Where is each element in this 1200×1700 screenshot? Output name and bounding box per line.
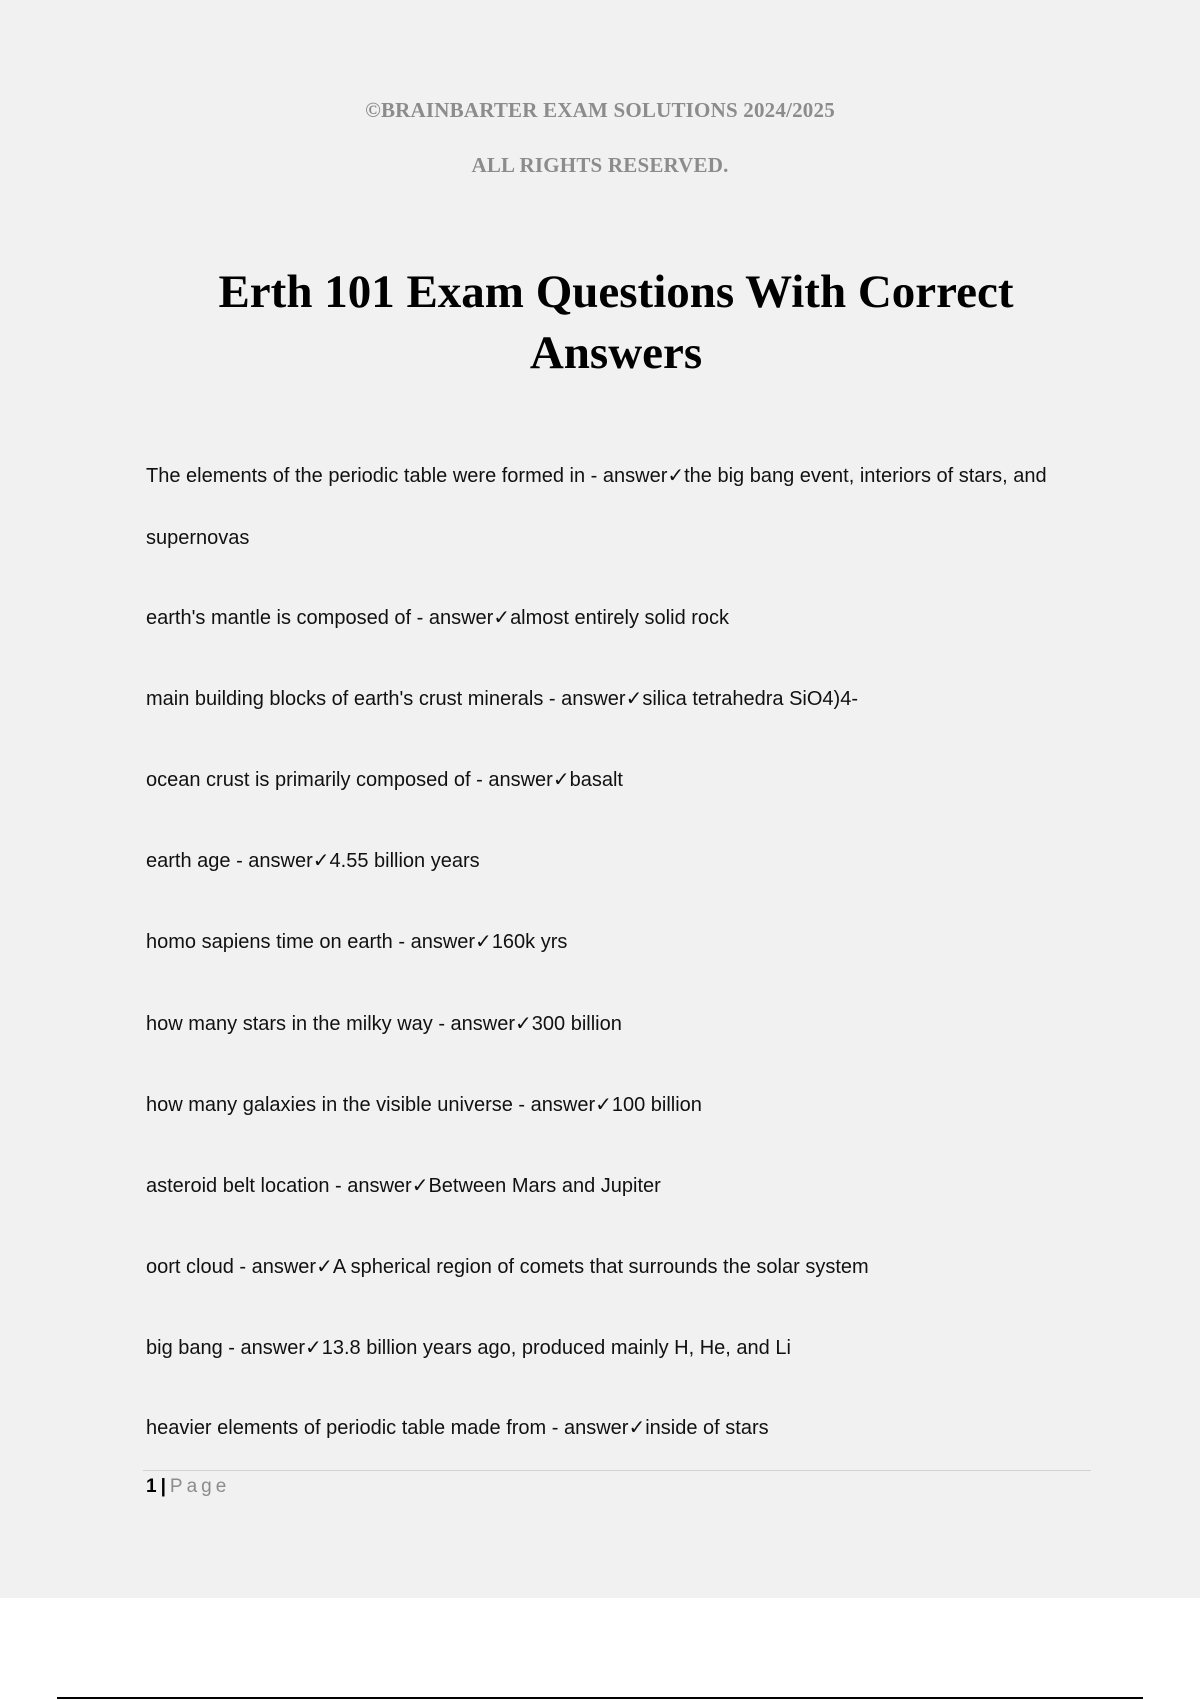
qa-item	[146, 749, 1076, 811]
footer-separator: |	[160, 1476, 166, 1497]
qa-question: homo sapiens time on earth - answer✓	[146, 931, 492, 953]
qa-question: how many galaxies in the visible universe - answer✓	[146, 1094, 612, 1116]
qa-question: ocean crust is primarily composed of - answer✓	[146, 769, 570, 791]
qa-answer: 13.8 billion years ago, produced mainly H, He, and Li	[321, 1337, 791, 1359]
qa-answer: A spherical region of comets that surrounds the solar system	[332, 1256, 869, 1278]
qa-item	[146, 668, 1076, 730]
qa-question: how many stars in the milky way - answer✓	[146, 1013, 532, 1035]
qa-answer: 160k yrs	[491, 931, 568, 953]
qa-answer: Between Mars and Jupiter	[428, 1175, 661, 1197]
qa-item	[146, 830, 1076, 892]
qa-answer: 4.55 billion years	[329, 850, 480, 872]
qa-item	[146, 1074, 1076, 1136]
qa-item	[146, 1397, 1076, 1459]
rights-header: ALL RIGHTS RESERVED.	[471, 153, 729, 177]
document-title: Erth 101 Exam Questions With Correct Answers	[218, 266, 1014, 379]
page-number: 1	[146, 1476, 157, 1497]
qa-question: The elements of the periodic table were formed in - answer✓	[146, 465, 685, 487]
qa-question: heavier elements of periodic table made from - answer✓	[146, 1417, 646, 1439]
footer-divider	[143, 1470, 1091, 1471]
bottom-divider	[57, 1697, 1143, 1699]
qa-question: oort cloud - answer✓	[146, 1256, 333, 1278]
qa-item	[146, 993, 1076, 1055]
qa-answer: 300 billion	[531, 1013, 622, 1035]
copyright-header: ©BRAINBARTER EXAM SOLUTIONS 2024/2025	[365, 98, 835, 122]
page-footer	[146, 1476, 230, 1498]
qa-answer: inside of stars	[645, 1417, 769, 1439]
qa-item	[146, 1236, 1076, 1298]
qa-answer: silica tetrahedra SiO4)4-	[642, 688, 858, 710]
qa-question: main building blocks of earth's crust minerals - answer✓	[146, 688, 643, 710]
qa-item	[146, 587, 1076, 649]
qa-item	[146, 1317, 1076, 1379]
qa-item	[146, 911, 1076, 973]
qa-answer: 100 billion	[611, 1094, 702, 1116]
qa-question: big bang - answer✓	[146, 1337, 322, 1359]
qa-answer: basalt	[569, 769, 623, 791]
qa-answer: almost entirely solid rock	[510, 607, 730, 629]
qa-item	[146, 445, 1076, 569]
qa-question: earth's mantle is composed of - answer✓	[146, 607, 511, 629]
qa-answer: the big bang event, interiors of stars, and supernovas	[146, 465, 1047, 549]
qa-question: earth age - answer✓	[146, 850, 330, 872]
qa-item	[146, 1155, 1076, 1217]
page-label: Page	[169, 1476, 231, 1497]
qa-question: asteroid belt location - answer✓	[146, 1175, 429, 1197]
